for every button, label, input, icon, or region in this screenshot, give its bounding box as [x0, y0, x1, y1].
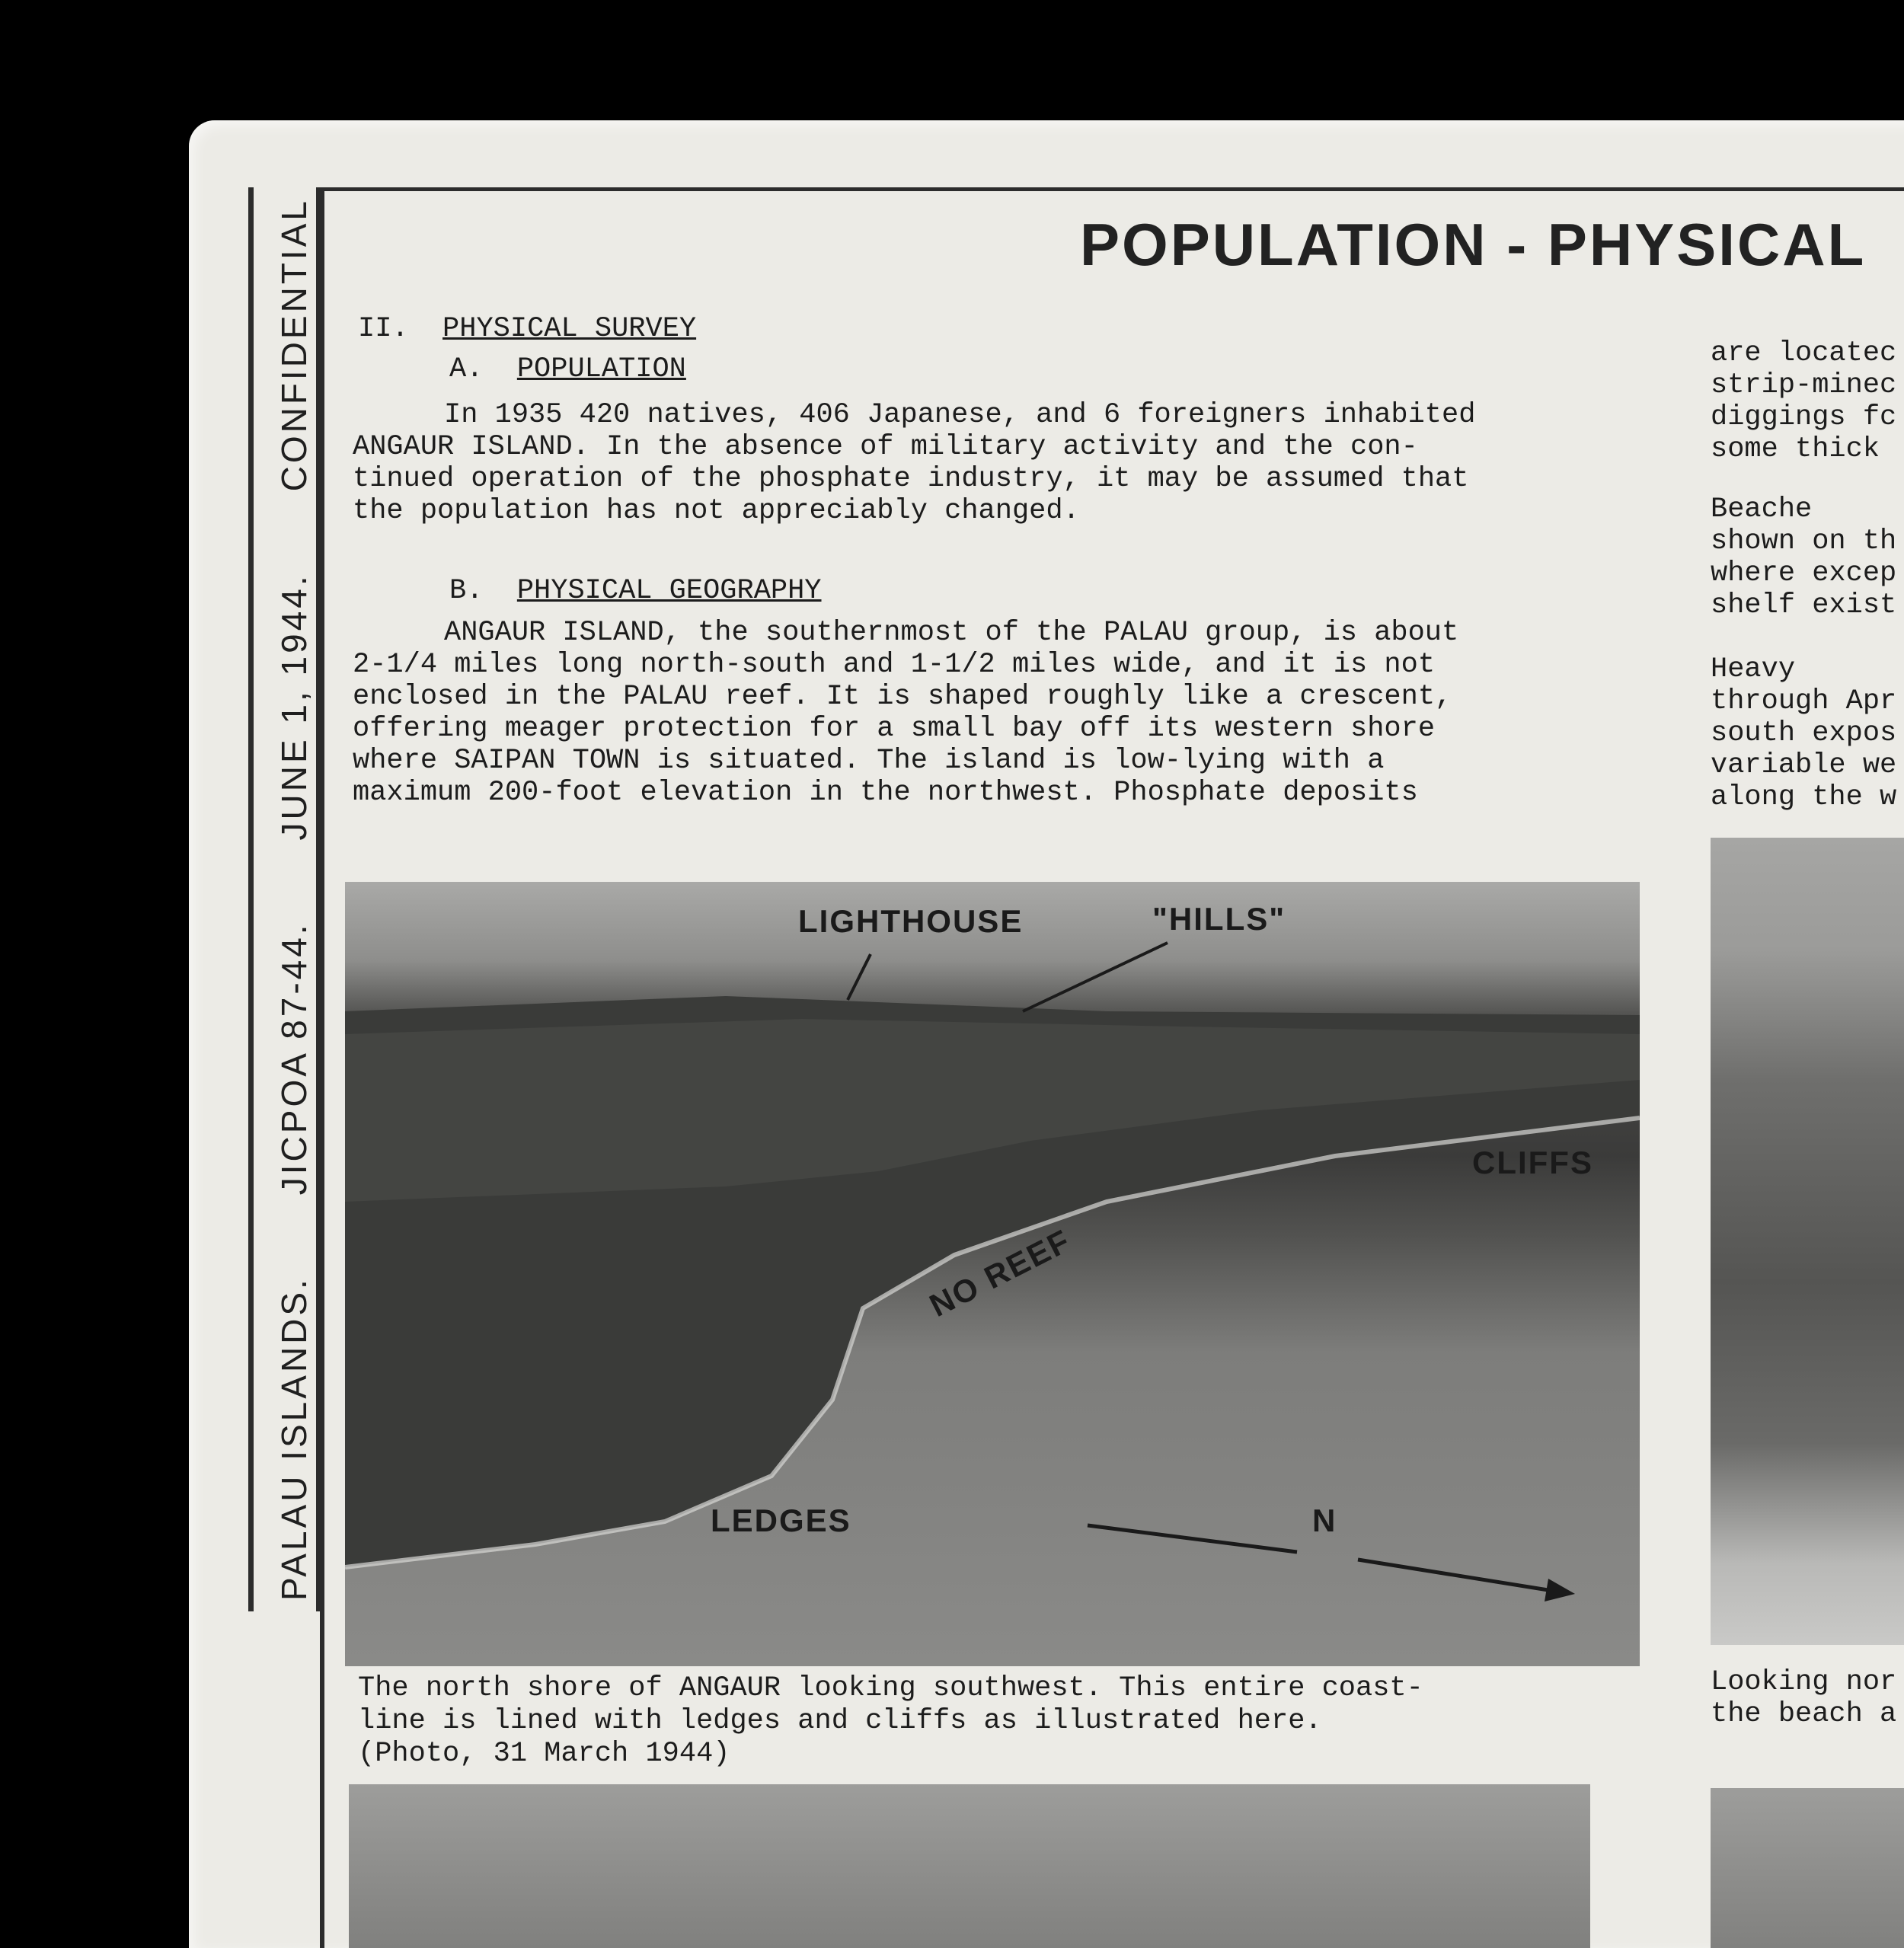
label-hills: "HILLS" — [1152, 901, 1286, 937]
subsection-b-title: PHYSICAL GEOGRAPHY — [516, 575, 822, 607]
aerial-photo-right — [1711, 838, 1904, 1645]
section-title: PHYSICAL SURVEY — [442, 313, 697, 345]
label-cliffs: CLIFFS — [1472, 1145, 1593, 1180]
label-north: N — [1312, 1503, 1337, 1538]
subsection-b-heading — [449, 575, 822, 607]
strip-report-number: JICPOA 87-44. — [274, 921, 314, 1196]
strip-date: JUNE 1, 1944. — [274, 573, 314, 841]
label-lighthouse: LIGHTHOUSE — [798, 903, 1024, 939]
subsection-a-heading — [449, 353, 686, 385]
section-number: II. — [358, 313, 409, 345]
geography-paragraph: ANGAUR ISLAND, the southernmost of the PALAU group, is about 2-1/4 miles long north-south and 1-1/2 miles wide, and it is not enclosed in the PALAU reef. It is shaped roughly like a crescent, offering meager protection for a small bay off its western shore where SAIPAN TOWN is situated. The island is low-lying with a maximum 200-foot elevation in the northwest. Phosphate deposits — [353, 617, 1459, 809]
page-title: POPULATION - PHYSICAL — [1080, 211, 1867, 278]
aerial-photo-lower-right — [1711, 1788, 1904, 1948]
right-column-text-3: Heavy through Apr south expos variable we along the w — [1711, 653, 1897, 813]
subsection-b-number: B. — [449, 575, 484, 607]
section-heading — [358, 313, 696, 345]
subsection-a-title: POPULATION — [516, 353, 686, 385]
strip-location: PALAU ISLANDS. — [274, 1276, 314, 1601]
right-column-text-1: are locatec strip-minec diggings fc some thick — [1711, 337, 1897, 465]
document-page — [189, 120, 1904, 1948]
right-column-text-2: Beache shown on th where excep shelf exist — [1711, 493, 1897, 621]
frame-line-horizontal — [320, 187, 1904, 191]
population-paragraph: In 1935 420 natives, 406 Japanese, and 6 foreigners inhabited ANGAUR ISLAND. In the absence of military activity and the con- tinued operation of the phosphate industry, it may be assumed that the population has not appreciably changed. — [353, 399, 1476, 527]
header-strip — [248, 187, 321, 1611]
aerial-photo-north-shore — [345, 882, 1640, 1666]
strip-classification: CONFIDENTIAL — [274, 198, 314, 492]
label-ledges: LEDGES — [711, 1503, 851, 1538]
label-no-reef: NO REEF — [924, 1222, 1077, 1324]
subsection-a-number: A. — [449, 353, 484, 385]
frame-line-vertical — [320, 187, 324, 1948]
photo-caption-right: Looking nor the beach a — [1711, 1666, 1897, 1730]
aerial-photo-lower-left — [349, 1784, 1590, 1948]
strip-text — [263, 187, 325, 1611]
photo-caption-north-shore: The north shore of ANGAUR looking southwest. This entire coast- line is lined with ledges and cliffs as illustrated here. (Photo, 31 March 1944) — [358, 1672, 1423, 1770]
